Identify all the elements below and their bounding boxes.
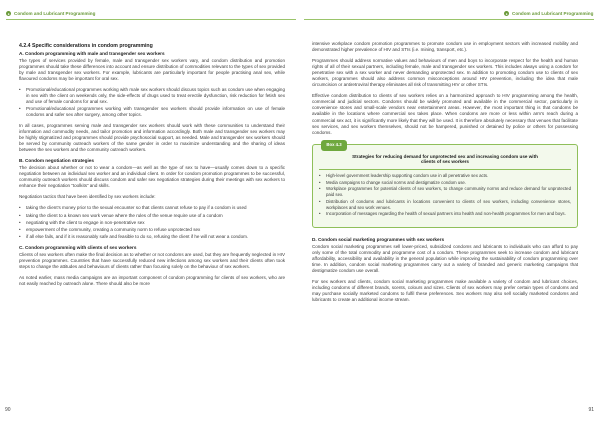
list-item: • empowerment of the community, creating a community norm to refuse unprotected sex: [19, 227, 285, 233]
list-item: • taking the client's money prior to the sexual encounter so that clients cannot refuse to pay if a condom is used: [19, 205, 285, 211]
right-page: [300, 0, 600, 424]
subsection-heading-d: D. Condom social marketing programmes with sex workers: [312, 237, 445, 243]
page-number: 90: [5, 407, 11, 413]
paragraph: Condom social marketing programmes sell lower-priced, subsidized condoms and lubricants to individuals who can afford to pay only some of the total commodity and programme cost of a condom. These programmes seek to increase condom and lubricant affordability, accessibility and availability in the general population while improving the sustainability of condom programming over time. In addition, condom social marketing programmes carry out a variety of branded and generic marketing campaigns that destigmatize condom use overall.: [312, 244, 578, 274]
page-number: 91: [588, 407, 594, 413]
box-tag: Box 4.3: [321, 140, 347, 151]
paragraph: The types of services provided by female, male and transgender sex workers vary, and condom distribution and promotion programmes should take these differences into account and ensure distribution of commodities relevant to the types of sex provided by male and transgender sex workers. For example, lubricants are particularly important for people practising anal sex, while flavoured condoms may be important for oral sex.: [19, 57, 285, 81]
header-rule: [6, 19, 296, 20]
subsection-heading-b: B. Condom negotiation strategies: [19, 158, 95, 164]
box-divider: [319, 169, 571, 170]
subsection-heading-a: A. Condom programming with male and transgender sex workers: [19, 50, 165, 56]
list-item: • High-level government leadership supporting condom use in all penetrative sex acts.: [319, 173, 571, 179]
list-item: • Media campaigns to change social norms and destigmatize condom use.: [319, 180, 571, 186]
bullet-list: [19, 87, 285, 118]
paragraph: Programmes should address normative values and behaviours of men and boys to incorporate respect for the health and human rights of all of their sexual partners, including female, male and transgender sex workers. This includes always using a condom for penetrative sex with a sex worker and never demanding unprotected sex. In addition to promoting condom use to clients of sex workers, programmes should also address common misconceptions around HIV prevention, including the idea that male circumcision or antiretroviral therapy eliminates all risk of transmitting HIV or other STIs.: [312, 58, 578, 88]
list-item: • Promotional/educational programmes working with male sex workers should discuss topics such as condom use when engaging in sex with the client on weekends only, the side-effects of drugs used to treat erectile dysfunction, risk reduction for fetish sex and use of female condoms for anal sex.: [19, 87, 285, 105]
list-item: • Distribution of condoms and lubricants in locations convenient to clients of sex workers, including convenience stores, workplaces and sex work venues.: [319, 199, 571, 211]
paragraph: Clients of sex workers often make the final decision as to whether or not condoms are used, but they are frequently neglected in HIV prevention programmes. Countries that have successfully reduced new infections among sex workers and their clients often took steps to change the attitudes and behaviours of clients rather than focusing solely on the behaviour of sex workers.: [19, 251, 285, 269]
list-item: • Promotional/educational programmes working with transgender sex workers should provide information on use of female condoms and safer sex after surgery, among other topics.: [19, 106, 285, 118]
paragraph: Negotiation tactics that have been identified by sex workers include:: [19, 194, 156, 200]
running-header-title: Condom and Lubricant Programming: [512, 11, 594, 16]
paragraph: The decision about whether or not to wear a condom—as well as the type of sex to have—usually comes down to a specific negotiation between an individual sex worker and an individual client. In order for condom promotion programmes to be successful, community outreach workers should discuss condom and safer sex negotiation strategies during their meetings with sex workers to enhance their negotiation “toolkits” and skills.: [19, 165, 285, 189]
paragraph: In all cases, programmes serving male and transgender sex workers should work with these communities to understand their information and commodity needs, and tailor promotion and information accordingly. Both male and transgender sex workers may be highly stigmatized and programmes should provide psychosocial support, as needed. Male and transgender sex workers should be served by community outreach workers of the same gender in order to maximize understanding and the sharing of ideas between the sex workers and the community outreach workers.: [19, 123, 285, 153]
list-item: • taking the client to a known sex work venue where the rules of the venue require use of a condom: [19, 213, 285, 219]
paragraph: As noted earlier, mass media campaigns are an important component of condom programming for clients of sex workers, who are not easily reached by outreach alone. There should also be more: [19, 274, 285, 286]
paragraph: intensive workplace condom promotion programmes to promote condom use in employment sectors with increased mobility and demonstrated higher prevalence of HIV and STIs (i.e. mining, transport, etc.).: [312, 41, 578, 53]
header-rule: [304, 19, 594, 20]
box-bullet-list: [319, 173, 571, 217]
paragraph: Effective condom distribution to clients of sex workers relies on a harmonized approach to HIV programming among the health, commercial and judicial sectors. Condoms should be widely promoted and available in the commercial sector, particularly in convenience stores and small-scale vendors near entertainment areas. However, the most important thing is that condoms be available in the locations where commercial sex takes place. When condoms are more or less within arm's reach during a commercial sex act, it is significantly more likely that they will be used. It is therefore absolutely necessary that venues that facilitate sex services, and sex workers themselves, should not be hampered, punished or detained by police or others for possessing condoms.: [312, 93, 578, 135]
section-heading: 4.2.4 Specific considerations in condom programming: [19, 43, 153, 49]
right-column: [312, 41, 578, 309]
paragraph: For sex workers and clients, condom social marketing programmes make available a variety of condom and lubricant choices, including condoms of different brands, scents, colours and sizes. Clients of sex workers may prefer certain types of condoms and may purchase socially marketed condoms to fulfil these preferences. Sex workers may also sell socially marketed condoms and lubricants to create an additional income stream.: [312, 279, 578, 303]
running-header: [6, 11, 95, 16]
box-title: Strategies for reducing demand for unprotected sex and increasing condom use with clients of sex workers: [352, 153, 538, 165]
callout-box: [312, 144, 578, 228]
bullet-list: [19, 205, 285, 239]
list-item: • if all else fails, and if it is reasonably safe and feasible to do so, refusing the client if he will not wear a condom.: [19, 234, 285, 240]
running-header-title: Condom and Lubricant Programming: [14, 11, 96, 16]
subsection-heading-c: C. Condom programming with clients of sex workers: [19, 244, 137, 250]
list-item: • negotiating with the client to engage in non-penetrative sex: [19, 220, 285, 226]
circle-icon: ●: [7, 11, 10, 16]
list-item: • Workplace programmes for potential clients of sex workers, to change community norms and reduce demand for unprotected paid sex.: [319, 186, 571, 198]
running-header: [504, 11, 593, 16]
circle-icon: ●: [505, 11, 508, 16]
left-column: [19, 43, 285, 292]
list-item: • Incorporation of messages regarding the health of sexual partners into health and non-health programmes for men and boys.: [319, 211, 571, 217]
